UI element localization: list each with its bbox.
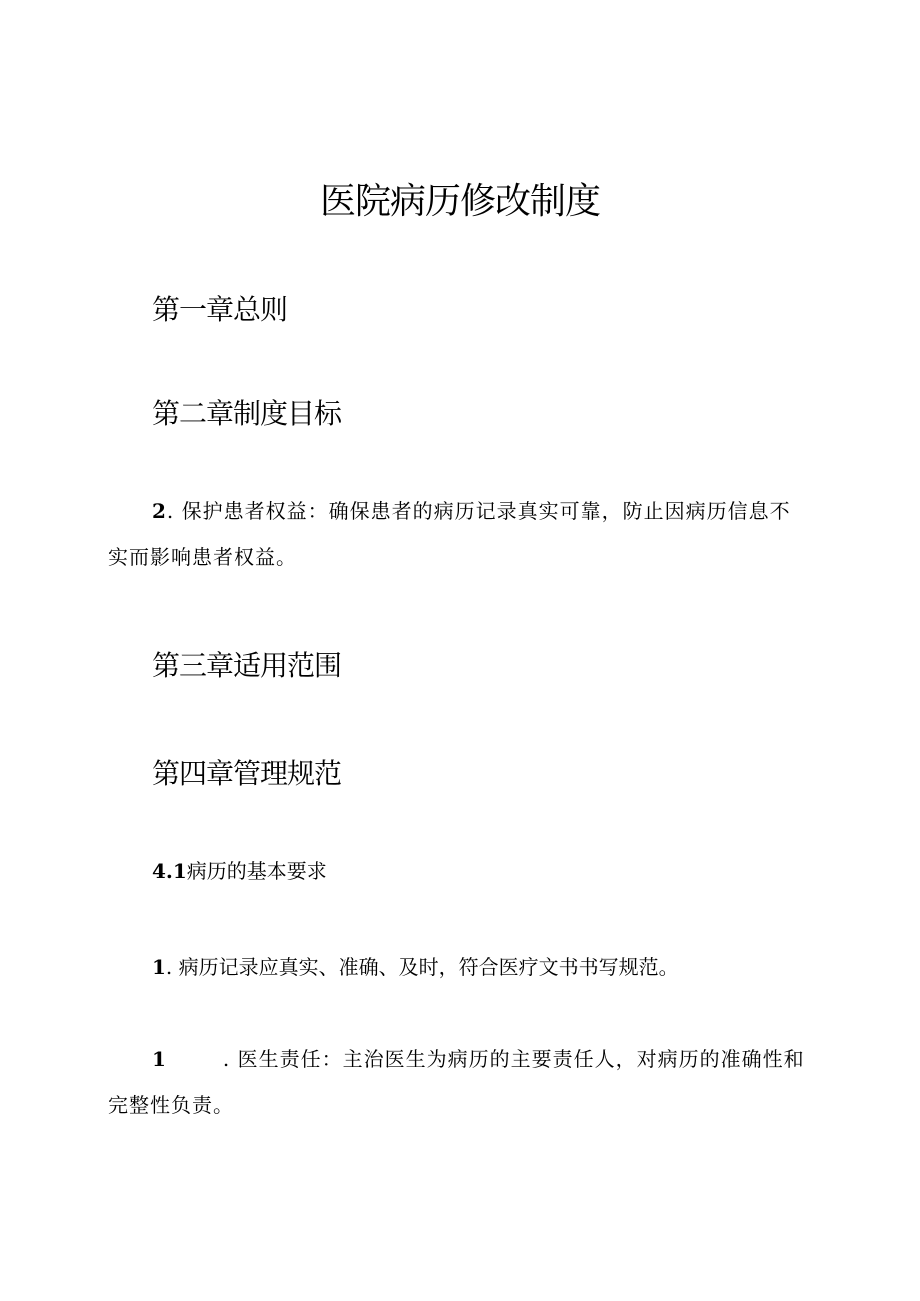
item-1a-text: . 病历记录应真实、准确、及时，符合医疗文书书写规范。 bbox=[165, 955, 679, 979]
item-1b-text: . 医生责任：主治医生为病历的主要责任人，对病历的准确性和完整性负责。 bbox=[108, 1047, 805, 1117]
item-2-number: 2 bbox=[152, 499, 167, 523]
item-1a-number: 1 bbox=[152, 955, 166, 979]
paragraph-item-1b bbox=[108, 1036, 808, 1128]
chapter-2-heading: 第二章制度目标 bbox=[152, 397, 342, 430]
item-2-text: . 保护患者权益：确保患者的病历记录真实可靠，防止因病历信息不实而影响患者权益。 bbox=[108, 499, 791, 569]
section-4-1-heading bbox=[152, 856, 327, 886]
section-4-1-text: 病历的基本要求 bbox=[186, 859, 327, 883]
chapter-4-heading: 第四章管理规范 bbox=[152, 757, 342, 790]
item-1b-number: 1 bbox=[152, 1047, 167, 1071]
chapter-3-heading: 第三章适用范围 bbox=[152, 649, 342, 682]
paragraph-item-1a bbox=[152, 952, 679, 982]
paragraph-item-2 bbox=[108, 488, 808, 580]
chapter-1-heading: 第一章总则 bbox=[152, 293, 288, 326]
document-title: 医院病历修改制度 bbox=[319, 181, 600, 222]
section-4-1-number: 4.1 bbox=[152, 859, 187, 883]
